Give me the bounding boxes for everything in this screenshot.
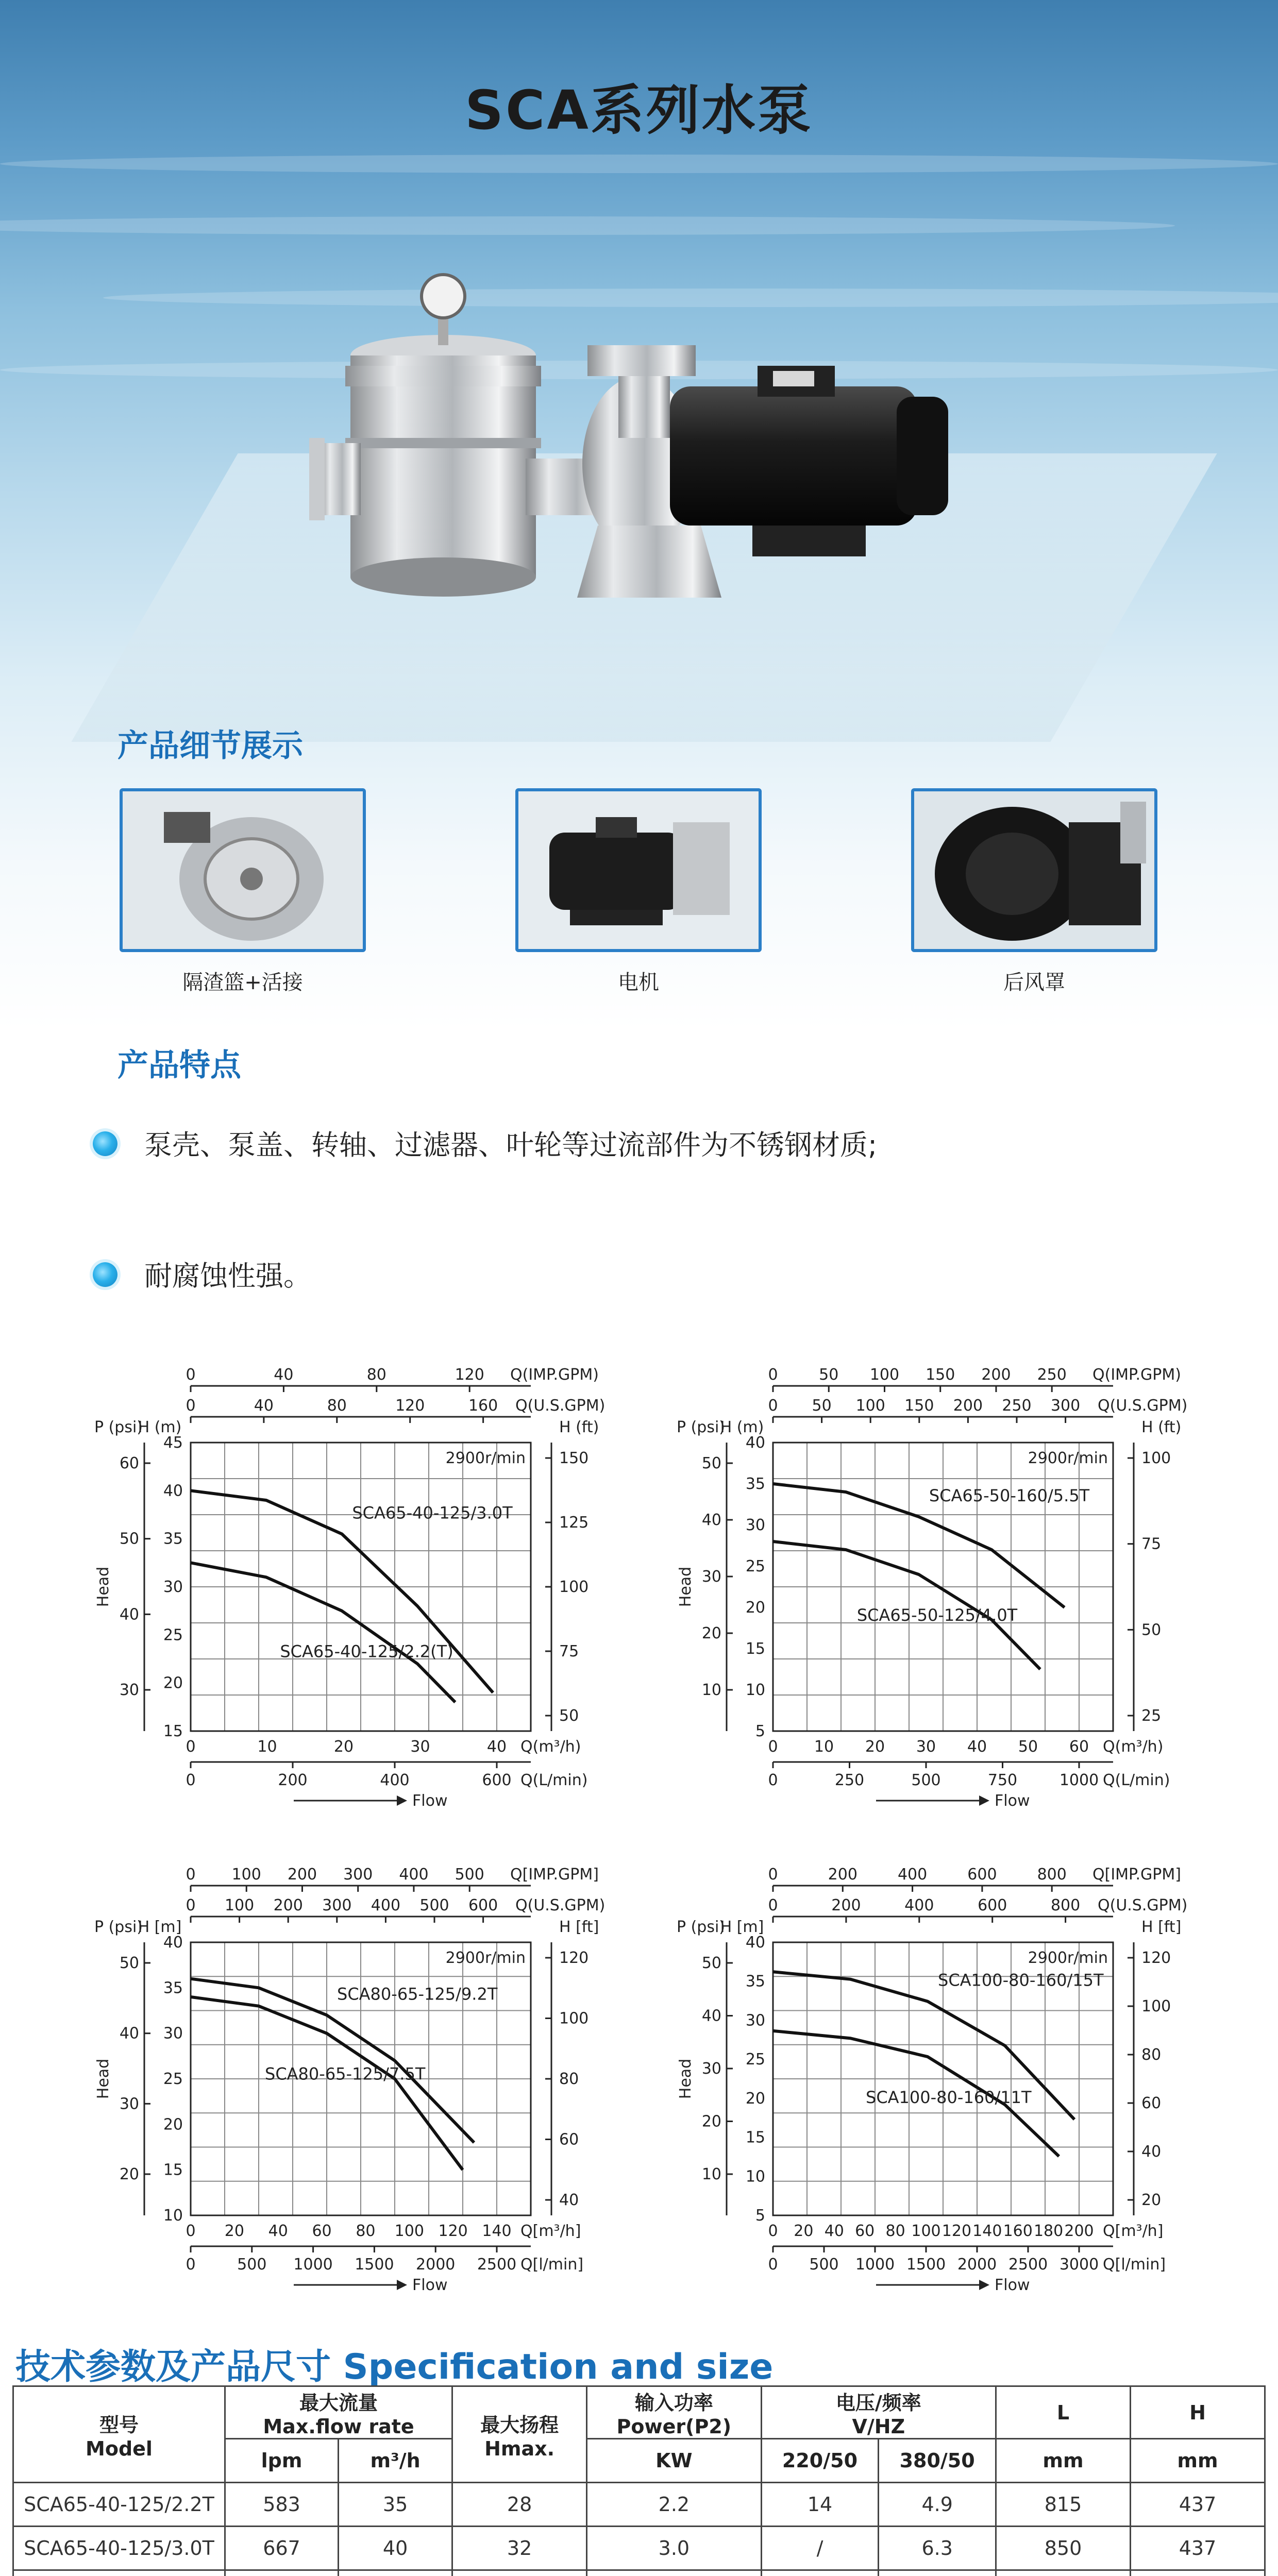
speed-label: 2900r/min [445, 1449, 526, 1467]
bottom-axis-2-tick: 500 [911, 1771, 941, 1789]
flow-arrow-head [397, 2280, 407, 2290]
flow-label: Flow [995, 2276, 1030, 2294]
top-axis-2-tick: 300 [1050, 1397, 1081, 1415]
left-axis-psi-label: P (psi) [676, 1918, 726, 1936]
top-axis-2-tick: 100 [224, 1896, 255, 1914]
top-axis-1-tick: 40 [274, 1366, 294, 1384]
table-cell: / [761, 2527, 879, 2570]
left-axis-m-tick: 45 [163, 1434, 183, 1452]
table-cell: 28 [452, 2483, 587, 2527]
left-axis-psi-label: P (psi) [676, 1418, 726, 1436]
top-axis-2-label: Q(U.S.GPM) [1098, 1896, 1188, 1914]
chart-svg [660, 1355, 1216, 1834]
left-axis-m-label: H [m] [720, 1918, 764, 1936]
right-axis-ft-tick: 125 [559, 1514, 589, 1532]
bottom-axis-1-tick: 0 [768, 2222, 778, 2240]
top-axis-2-tick: 50 [812, 1397, 832, 1415]
left-axis-m-tick: 10 [745, 2167, 765, 2186]
bottom-axis-2-tick: 0 [768, 1771, 778, 1789]
bottom-axis-2-tick: 600 [482, 1771, 512, 1789]
right-axis-ft-tick: 75 [559, 1642, 579, 1660]
feature-item: 泵壳、泵盖、转轴、过滤器、叶轮等过流部件为不锈钢材质; [144, 1129, 878, 1161]
top-axis-1-tick: 200 [287, 1866, 317, 1884]
top-axis-1-tick: 100 [231, 1866, 261, 1884]
left-axis-psi-tick: 30 [119, 2095, 139, 2113]
bottom-axis-2-tick: 0 [186, 2256, 196, 2274]
left-axis-m-tick: 35 [745, 1475, 765, 1493]
top-axis-1-label: Q[IMP.GPM] [1092, 1866, 1181, 1884]
pump-curve-chart-1 [77, 1355, 634, 1834]
left-axis-m-tick: 15 [163, 1722, 183, 1740]
bottom-axis-1-label: Q[m³/h] [1103, 2222, 1164, 2240]
top-axis-1-tick: 0 [186, 1866, 196, 1884]
top-axis-1-tick: 80 [366, 1366, 386, 1384]
left-axis-m-tick: 15 [163, 2161, 183, 2179]
left-axis-psi-label: P (psi) [94, 1918, 143, 1936]
detail-image-motor [515, 788, 762, 952]
right-axis-ft-tick: 40 [1141, 2143, 1162, 2161]
flow-label: Flow [412, 1792, 448, 1810]
table-cell [452, 2570, 587, 2576]
wave [0, 155, 1278, 173]
right-axis-ft-tick: 120 [1141, 1949, 1171, 1967]
top-axis-1-tick: 100 [869, 1366, 900, 1384]
top-axis-2-label: Q(U.S.GPM) [515, 1397, 606, 1415]
wave [0, 216, 1175, 235]
bottom-axis-2-tick: 3000 [1059, 2256, 1099, 2274]
left-axis-psi-tick: 40 [701, 2007, 721, 2025]
bottom-axis-1-tick: 120 [438, 2222, 468, 2240]
right-axis-ft-tick: 20 [1141, 2191, 1162, 2209]
left-axis-m-label: H (m) [720, 1418, 764, 1436]
bottom-axis-1-tick: 40 [486, 1738, 507, 1756]
bottom-axis-2-tick: 400 [380, 1771, 410, 1789]
left-axis-psi-tick: 20 [701, 1624, 721, 1642]
bottom-axis-1-tick: 40 [824, 2222, 844, 2240]
bottom-axis-1-tick: 40 [268, 2222, 288, 2240]
right-axis-ft-tick: 75 [1141, 1535, 1162, 1553]
top-axis-1-tick: 0 [768, 1366, 778, 1384]
chart-svg [77, 1355, 634, 1834]
left-axis-m-tick: 25 [745, 2050, 765, 2069]
left-axis-psi-tick: 40 [119, 1605, 139, 1624]
top-axis-2-tick: 600 [468, 1896, 498, 1914]
left-axis-m-tick: 10 [745, 1681, 765, 1699]
bottom-axis-1-tick: 30 [916, 1738, 936, 1756]
head-label: Head [677, 2058, 695, 2099]
bottom-axis-2-label: Q(L/min) [520, 1771, 588, 1789]
details-section-title: 产品细节展示 [117, 728, 303, 764]
col-l: L [996, 2386, 1131, 2439]
sub-m3h: m³/h [339, 2439, 452, 2483]
top-axis-2-tick: 100 [855, 1397, 885, 1415]
bottom-axis-2-tick: 0 [768, 2256, 778, 2274]
bottom-axis-2-tick: 1000 [855, 2256, 895, 2274]
right-axis-ft-tick: 25 [1141, 1707, 1162, 1725]
feature-item: 耐腐蚀性强。 [144, 1260, 311, 1292]
bottom-axis-1-label: Q(m³/h) [520, 1738, 581, 1756]
col-model: 型号 Model [13, 2386, 225, 2483]
top-axis-2-tick: 0 [768, 1896, 778, 1914]
left-axis-m-tick: 15 [745, 2128, 765, 2147]
table-cell: 35 [339, 2483, 452, 2527]
detail-image-strainer [120, 788, 366, 952]
table-cell: 32 [452, 2527, 587, 2570]
left-axis-m-tick: 25 [163, 2070, 183, 2088]
bullet-icon [93, 1262, 117, 1287]
top-axis-1-tick: 120 [455, 1366, 484, 1384]
left-axis-m-tick: 5 [755, 2207, 765, 2225]
flow-label: Flow [995, 1792, 1030, 1810]
bottom-axis-1-tick: 100 [911, 2222, 941, 2240]
top-axis-1-tick: 500 [455, 1866, 484, 1884]
bottom-axis-2-label: Q(L/min) [1103, 1771, 1170, 1789]
bottom-axis-1-tick: 180 [1033, 2222, 1064, 2240]
bottom-axis-1-tick: 20 [865, 1738, 885, 1756]
sub-220: 220/50 [761, 2439, 879, 2483]
bottom-axis-2-tick: 1000 [293, 2256, 333, 2274]
top-axis-2-tick: 0 [186, 1896, 196, 1914]
table-row [13, 2483, 1265, 2527]
detail-caption: 隔渣篮+活接 [182, 971, 303, 994]
table-cell: 40 [339, 2527, 452, 2570]
detail-caption: 电机 [618, 971, 659, 994]
top-axis-1-label: Q(IMP.GPM) [510, 1366, 599, 1384]
detail-image-fan-cover [911, 788, 1157, 952]
bottom-axis-1-tick: 120 [941, 2222, 972, 2240]
top-axis-2-label: Q(U.S.GPM) [515, 1896, 606, 1914]
left-axis-m-tick: 40 [163, 1934, 183, 1952]
col-voltage: 电压/频率 V/HZ [761, 2386, 996, 2439]
top-axis-1-tick: 600 [967, 1866, 997, 1884]
bottom-axis-1-tick: 140 [482, 2222, 512, 2240]
head-label: Head [94, 1566, 112, 1607]
left-axis-m-tick: 30 [163, 1578, 183, 1596]
bottom-axis-1-tick: 60 [312, 2222, 332, 2240]
chart-svg [660, 1855, 1216, 2318]
top-axis-2-tick: 120 [395, 1397, 425, 1415]
flow-arrow-head [397, 1795, 407, 1806]
table-cell: 437 [1131, 2527, 1265, 2570]
speed-label: 2900r/min [1028, 1949, 1108, 1967]
left-axis-m-tick: 20 [163, 1674, 183, 1692]
left-axis-m-tick: 20 [745, 2089, 765, 2108]
flow-arrow-head [979, 1795, 989, 1806]
sub-lpm: lpm [225, 2439, 339, 2483]
left-axis-psi-tick: 50 [701, 1454, 721, 1472]
top-axis-1-label: Q[IMP.GPM] [510, 1866, 599, 1884]
bottom-axis-2-tick: 2500 [1008, 2256, 1048, 2274]
col-h: H [1131, 2386, 1265, 2439]
page-title: SCA系列水泵 [465, 79, 813, 142]
top-axis-1-tick: 200 [828, 1866, 857, 1884]
series-line [191, 1563, 455, 1702]
table-cell [13, 2570, 225, 2576]
left-axis-m-tick: 35 [745, 1972, 765, 1991]
table-cell [996, 2570, 1131, 2576]
table-cell [761, 2570, 879, 2576]
top-axis-1-tick: 800 [1037, 1866, 1067, 1884]
left-axis-m-tick: 40 [163, 1482, 183, 1500]
top-axis-1-label: Q(IMP.GPM) [1092, 1366, 1181, 1384]
bottom-axis-2-tick: 500 [809, 2256, 839, 2274]
pump-curve-chart-2 [660, 1355, 1216, 1834]
right-axis-ft-tick: 80 [1141, 2046, 1162, 2064]
left-axis-psi-tick: 20 [701, 2112, 721, 2131]
bottom-axis-1-tick: 160 [1003, 2222, 1033, 2240]
top-axis-2-tick: 600 [978, 1896, 1007, 1914]
right-axis-ft-tick: 100 [1141, 1997, 1171, 2015]
chart-svg [77, 1855, 634, 2318]
bottom-axis-2-label: Q[l/min] [1103, 2256, 1166, 2274]
table-cell [225, 2570, 339, 2576]
left-axis-psi-tick: 60 [119, 1454, 139, 1472]
bottom-axis-1-tick: 40 [967, 1738, 987, 1756]
right-axis-ft-tick: 150 [559, 1449, 589, 1467]
bottom-axis-2-tick: 1500 [355, 2256, 394, 2274]
table-cell: 3.0 [587, 2527, 762, 2570]
top-axis-2-tick: 160 [468, 1397, 498, 1415]
bottom-axis-2-tick: 750 [987, 1771, 1018, 1789]
sub-380: 380/50 [879, 2439, 996, 2483]
bottom-axis-2-tick: 1500 [906, 2256, 946, 2274]
bottom-axis-1-tick: 30 [410, 1738, 430, 1756]
series-label: SCA65-40-125/3.0T [352, 1503, 513, 1523]
right-axis-ft-tick: 50 [1141, 1621, 1162, 1639]
series-label: SCA80-65-125/7.5T [265, 2064, 426, 2084]
table-cell [587, 2570, 762, 2576]
head-label: Head [94, 2058, 112, 2099]
left-axis-psi-tick: 20 [119, 2165, 139, 2183]
series-label: SCA65-40-125/2.2(T) [280, 1641, 453, 1662]
bottom-axis-1-tick: 20 [794, 2222, 814, 2240]
right-axis-ft-tick: 60 [559, 2130, 579, 2149]
series-label: SCA65-50-125/4.0T [856, 1605, 1018, 1625]
top-axis-1-tick: 0 [186, 1366, 196, 1384]
left-axis-m-label: H [m] [138, 1918, 182, 1936]
sub-mm-h: mm [1131, 2439, 1265, 2483]
bottom-axis-2-tick: 2500 [477, 2256, 517, 2274]
left-axis-psi-tick: 30 [701, 2060, 721, 2078]
top-axis-1-tick: 400 [399, 1866, 429, 1884]
left-axis-m-tick: 20 [163, 2115, 183, 2134]
flow-label: Flow [412, 2276, 448, 2294]
left-axis-psi-label: P (psi) [94, 1418, 143, 1436]
right-axis-ft-tick: 100 [1141, 1449, 1171, 1467]
right-axis-ft-tick: 60 [1141, 2094, 1162, 2112]
flow-arrow-head [979, 2280, 989, 2290]
spec-table [12, 2385, 1266, 2576]
bottom-axis-1-tick: 10 [257, 1738, 277, 1756]
bottom-axis-2-tick: 2000 [416, 2256, 456, 2274]
series-label: SCA100-80-160/11T [866, 2088, 1032, 2108]
sub-mm-l: mm [996, 2439, 1131, 2483]
top-axis-2-tick: 40 [254, 1397, 274, 1415]
top-axis-2-tick: 400 [904, 1896, 934, 1914]
left-axis-psi-tick: 50 [701, 1954, 721, 1972]
bottom-axis-1-label: Q[m³/h] [520, 2222, 581, 2240]
top-axis-2-tick: 200 [953, 1397, 983, 1415]
top-axis-2-tick: 0 [186, 1397, 196, 1415]
right-axis-ft-tick: 100 [559, 2009, 589, 2028]
left-axis-psi-tick: 30 [119, 1681, 139, 1699]
bottom-axis-2-tick: 500 [237, 2256, 267, 2274]
table-cell: 4.9 [879, 2483, 996, 2527]
left-axis-m-tick: 40 [745, 1934, 765, 1952]
bottom-axis-2-label: Q[l/min] [520, 2256, 584, 2274]
table-cell: 437 [1131, 2483, 1265, 2527]
speed-label: 2900r/min [445, 1949, 526, 1967]
table-cell: 6.3 [879, 2527, 996, 2570]
left-axis-m-tick: 20 [745, 1599, 765, 1617]
table-cell: SCA65-40-125/3.0T [13, 2527, 225, 2570]
top-axis-2-label: Q(U.S.GPM) [1098, 1397, 1188, 1415]
bottom-axis-1-tick: 100 [394, 2222, 424, 2240]
right-axis-ft-label: H [ft] [559, 1918, 599, 1936]
table-cell: 14 [761, 2483, 879, 2527]
right-axis-ft-tick: 40 [559, 2191, 579, 2209]
series-label: SCA100-80-160/15T [938, 1970, 1104, 1990]
top-axis-1-tick: 150 [926, 1366, 955, 1384]
top-axis-2-tick: 150 [904, 1397, 934, 1415]
top-axis-2-tick: 800 [1050, 1896, 1081, 1914]
bottom-axis-1-tick: 140 [972, 2222, 1002, 2240]
table-cell: 667 [225, 2527, 339, 2570]
left-axis-psi-tick: 40 [119, 2024, 139, 2043]
top-axis-1-tick: 0 [768, 1866, 778, 1884]
right-axis-ft-label: H (ft) [1141, 1418, 1182, 1436]
table-cell: 583 [225, 2483, 339, 2527]
top-axis-2-tick: 200 [831, 1896, 861, 1914]
bottom-axis-1-tick: 10 [814, 1738, 834, 1756]
detail-caption: 后风罩 [1003, 971, 1065, 994]
top-axis-2-tick: 0 [768, 1397, 778, 1415]
sub-kw: KW [587, 2439, 762, 2483]
bottom-axis-1-tick: 80 [356, 2222, 376, 2240]
speed-label: 2900r/min [1028, 1449, 1108, 1467]
table-cell: 2.2 [587, 2483, 762, 2527]
table-cell [1131, 2570, 1265, 2576]
table-row [13, 2527, 1265, 2570]
table-row [13, 2570, 1265, 2576]
series-label: SCA80-65-125/9.2T [337, 1984, 498, 2004]
bottom-axis-2-tick: 250 [834, 1771, 865, 1789]
left-axis-m-tick: 25 [745, 1557, 765, 1575]
left-axis-m-tick: 15 [745, 1640, 765, 1658]
table-cell [339, 2570, 452, 2576]
bottom-axis-1-tick: 60 [855, 2222, 875, 2240]
left-axis-psi-tick: 10 [701, 2165, 721, 2183]
top-axis-1-tick: 50 [819, 1366, 839, 1384]
top-axis-2-tick: 500 [419, 1896, 449, 1914]
top-axis-2-tick: 250 [1002, 1397, 1032, 1415]
col-flow: 最大流量 Max.flow rate [225, 2386, 452, 2439]
right-axis-ft-label: H (ft) [559, 1418, 599, 1436]
left-axis-m-tick: 25 [163, 1626, 183, 1645]
series-label: SCA65-50-160/5.5T [929, 1486, 1090, 1505]
top-axis-2-tick: 300 [322, 1896, 352, 1914]
left-axis-m-tick: 10 [163, 2207, 183, 2225]
bullet-icon [93, 1131, 117, 1156]
features-section-title: 产品特点 [117, 1047, 241, 1083]
bottom-axis-1-tick: 20 [333, 1738, 354, 1756]
left-axis-m-tick: 35 [163, 1979, 183, 1997]
col-power: 输入功率 Power(P2) [587, 2386, 762, 2439]
pump-illustration [309, 268, 979, 659]
right-axis-ft-label: H [ft] [1141, 1918, 1182, 1936]
top-axis-1-tick: 200 [981, 1366, 1011, 1384]
left-axis-psi-tick: 10 [701, 1681, 721, 1699]
bottom-axis-1-tick: 200 [1064, 2222, 1094, 2240]
top-axis-1-tick: 400 [897, 1866, 928, 1884]
left-axis-m-tick: 40 [745, 1434, 765, 1452]
bottom-axis-2-tick: 0 [186, 1771, 196, 1789]
left-axis-m-tick: 30 [745, 2011, 765, 2030]
bottom-axis-2-tick: 1000 [1059, 1771, 1099, 1789]
right-axis-ft-tick: 120 [559, 1949, 589, 1967]
pump-curve-chart-4 [660, 1855, 1216, 2318]
top-axis-2-tick: 80 [327, 1397, 347, 1415]
left-axis-m-label: H (m) [138, 1418, 182, 1436]
table-cell: 815 [996, 2483, 1131, 2527]
right-axis-ft-tick: 50 [559, 1707, 579, 1725]
left-axis-psi-tick: 40 [701, 1511, 721, 1529]
bottom-axis-1-tick: 20 [224, 2222, 244, 2240]
top-axis-2-tick: 400 [371, 1896, 401, 1914]
bottom-axis-2-tick: 200 [278, 1771, 308, 1789]
col-head: 最大扬程 Hmax. [452, 2386, 587, 2483]
table-cell: 850 [996, 2527, 1131, 2570]
bottom-axis-1-tick: 50 [1018, 1738, 1038, 1756]
bottom-axis-1-label: Q(m³/h) [1103, 1738, 1164, 1756]
head-label: Head [677, 1566, 695, 1607]
left-axis-psi-tick: 50 [119, 1954, 139, 1972]
left-axis-m-tick: 35 [163, 1530, 183, 1548]
right-axis-ft-tick: 80 [559, 2070, 579, 2088]
left-axis-psi-tick: 50 [119, 1530, 139, 1548]
left-axis-m-tick: 30 [163, 2024, 183, 2043]
table-cell: SCA65-40-125/2.2T [13, 2483, 225, 2527]
left-axis-m-tick: 30 [745, 1516, 765, 1534]
table-cell [879, 2570, 996, 2576]
bottom-axis-1-tick: 0 [186, 2222, 196, 2240]
bottom-axis-1-tick: 80 [885, 2222, 905, 2240]
bottom-axis-1-tick: 60 [1069, 1738, 1089, 1756]
bottom-axis-2-tick: 2000 [957, 2256, 997, 2274]
right-axis-ft-tick: 100 [559, 1578, 589, 1596]
bottom-axis-1-tick: 0 [186, 1738, 196, 1756]
top-axis-1-tick: 250 [1037, 1366, 1067, 1384]
left-axis-m-tick: 5 [755, 1722, 765, 1740]
spec-section-title: 技术参数及产品尺寸 Specification and size [15, 2347, 773, 2387]
left-axis-psi-tick: 30 [701, 1568, 721, 1586]
bottom-axis-1-tick: 0 [768, 1738, 778, 1756]
top-axis-1-tick: 300 [343, 1866, 373, 1884]
top-axis-2-tick: 200 [273, 1896, 303, 1914]
pump-curve-chart-3 [77, 1855, 634, 2318]
